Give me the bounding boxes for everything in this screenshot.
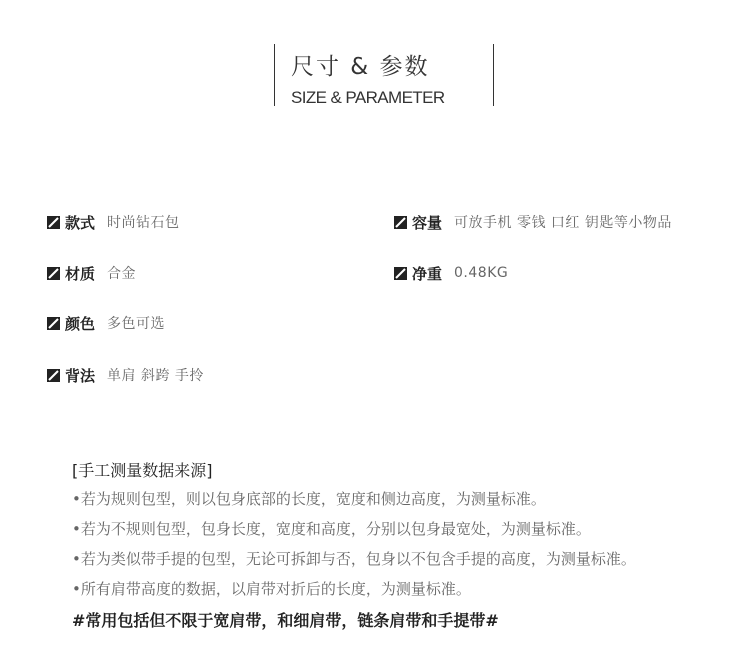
spec-label: 颜色: [65, 314, 96, 333]
pen-square-icon: [394, 267, 407, 280]
notes-title: [手工测量数据来源]: [72, 461, 213, 480]
spec-item-style: [47, 212, 180, 232]
section-header: [274, 44, 494, 106]
spec-item-weight: [394, 263, 508, 283]
spec-item-color: [47, 313, 165, 333]
bullet: •: [72, 580, 81, 598]
spec-value: 时尚钻石包: [107, 215, 180, 231]
spec-value: 合金: [107, 266, 137, 282]
pen-square-icon: [47, 369, 60, 382]
spec-item-carry: [47, 365, 204, 385]
spec-value: 可放手机 零钱 口红 钥匙等小物品: [454, 215, 672, 231]
header-title-cn: 尺寸 & 参数: [291, 54, 430, 80]
note-line: [72, 578, 471, 599]
note-text: 所有肩带高度的数据，以肩带对折后的长度，为测量标准。: [80, 580, 471, 598]
note-text: 若为规则包型，则以包身底部的长度，宽度和侧边高度，为测量标准。: [80, 490, 546, 508]
spec-item-material: [47, 263, 136, 283]
spec-value: 0.48KG: [454, 265, 509, 281]
spec-label: 容量: [412, 213, 443, 232]
header-title-en: SIZE & PARAMETER: [291, 88, 445, 107]
header-divider-left: [274, 44, 275, 106]
bullet: •: [72, 550, 81, 568]
pen-square-icon: [394, 216, 407, 229]
spec-label: 款式: [65, 213, 96, 232]
note-text: 若为类似带手提的包型，无论可拆卸与否，包身以不包含手提的高度，为测量标准。: [80, 550, 636, 568]
note-text: 若为不规则包型，包身长度，宽度和高度，分别以包身最宽处，为测量标准。: [80, 520, 591, 538]
spec-item-capacity: [394, 212, 672, 232]
note-line: [72, 518, 591, 539]
header-divider-right: [493, 44, 494, 106]
spec-value: 多色可选: [107, 316, 166, 332]
bullet: •: [72, 490, 81, 508]
spec-value: 单肩 斜跨 手拎: [107, 368, 204, 384]
spec-label: 净重: [412, 264, 443, 283]
bullet: •: [72, 520, 81, 538]
spec-label: 背法: [65, 366, 96, 385]
pen-square-icon: [47, 317, 60, 330]
note-line: [72, 488, 546, 509]
note-line: [72, 548, 636, 569]
spec-label: 材质: [65, 264, 96, 283]
notes-footer: #常用包括但不限于宽肩带，和细肩带，链条肩带和手提带#: [72, 611, 499, 630]
pen-square-icon: [47, 216, 60, 229]
pen-square-icon: [47, 267, 60, 280]
